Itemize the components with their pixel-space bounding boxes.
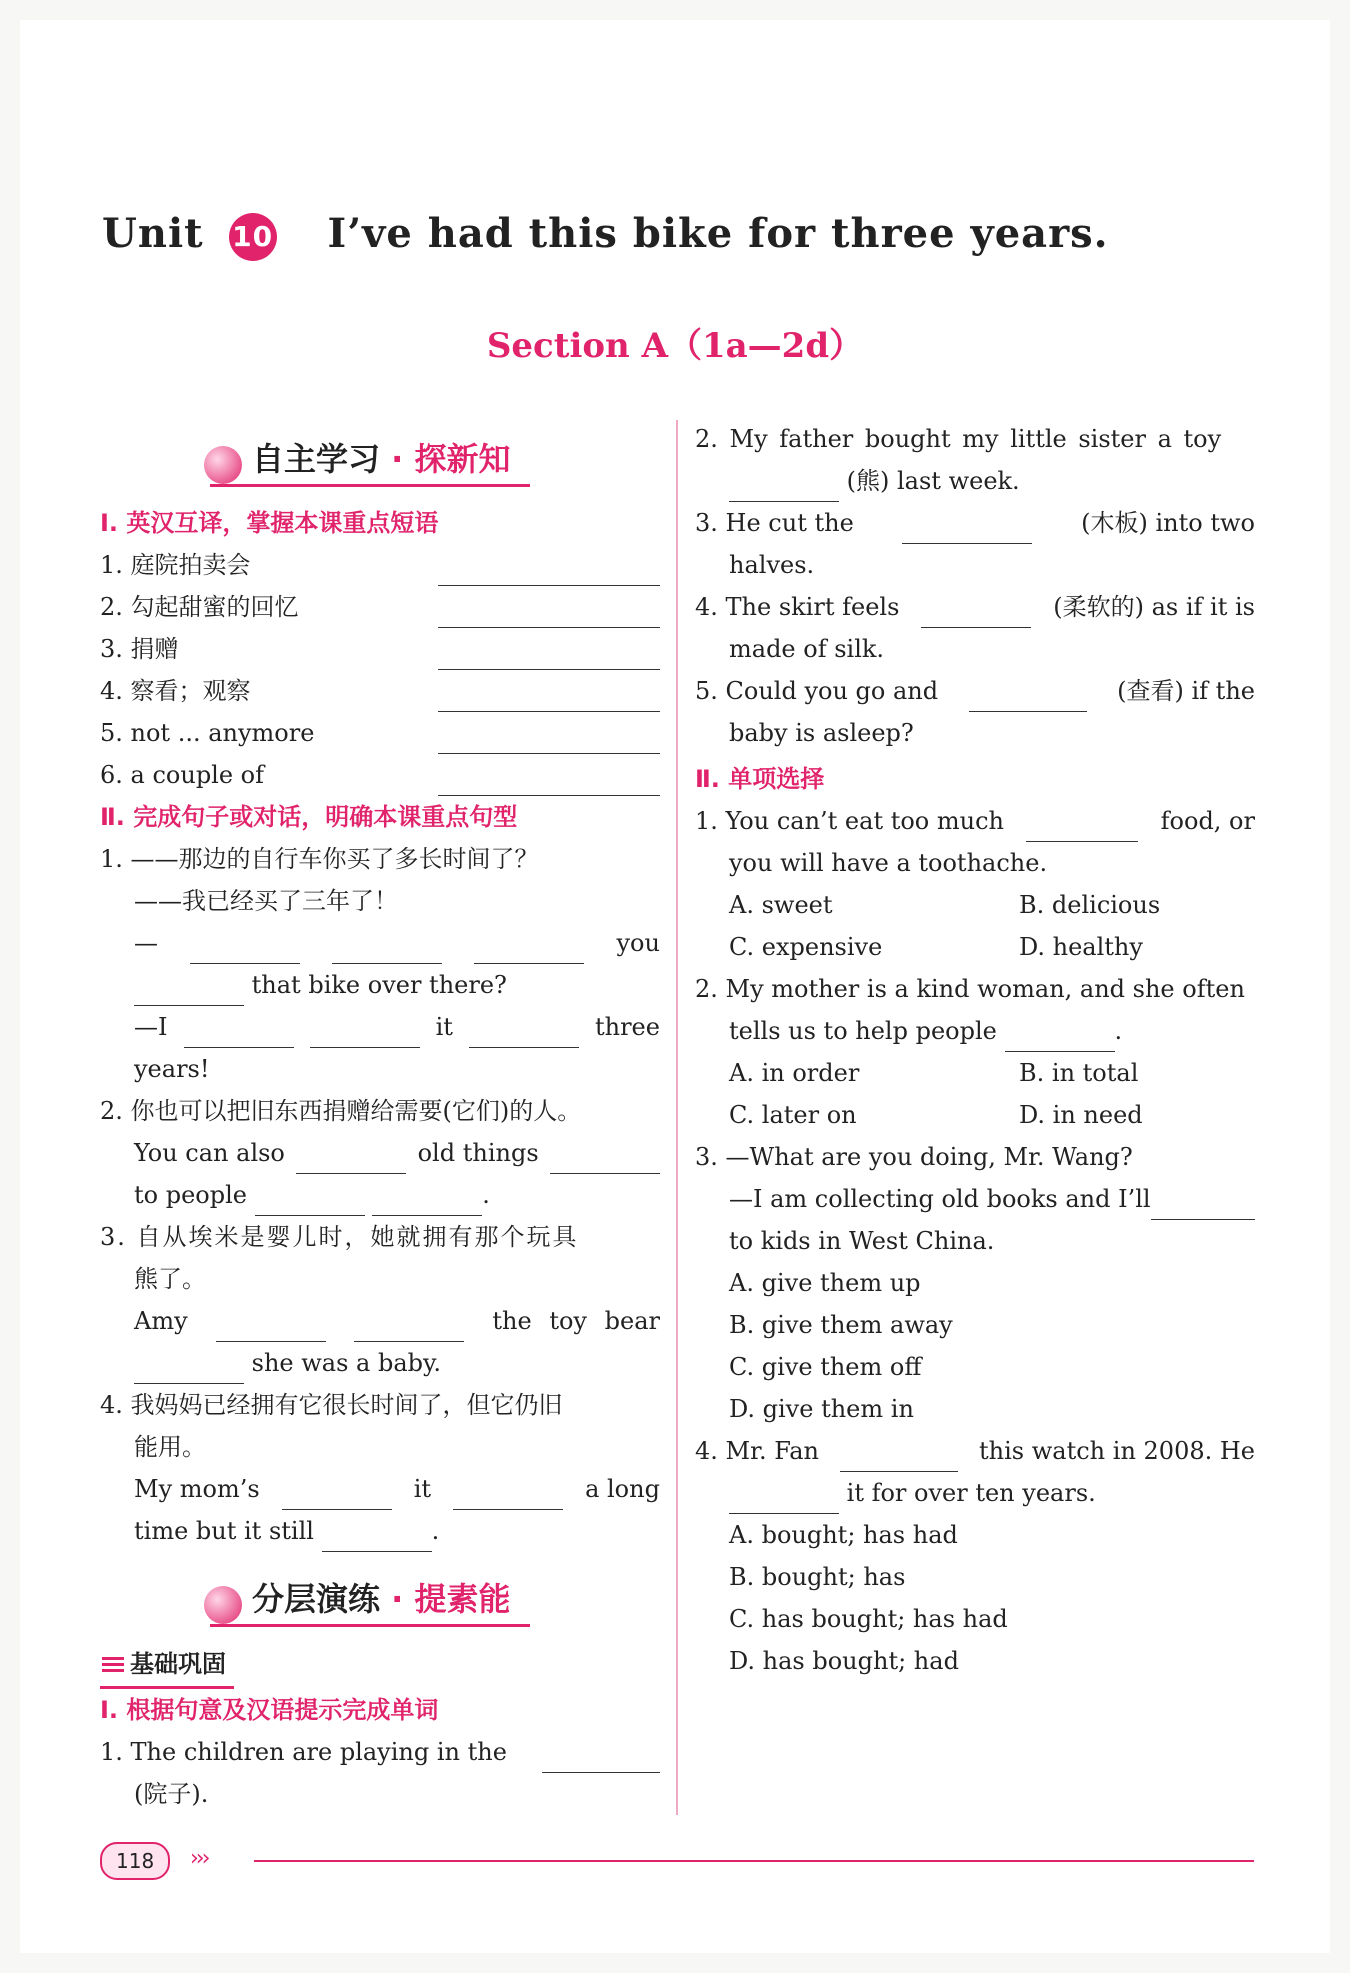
part3-title: Ⅰ. 根据句意及汉语提示完成单词 xyxy=(100,1696,439,1724)
answer-blank[interactable] xyxy=(190,935,300,964)
q1-zh2: ——我已经买了三年了！ xyxy=(134,887,398,915)
q1-en4: years! xyxy=(134,1055,210,1083)
f1-line2: (院子). xyxy=(134,1780,209,1808)
banner-black-text: 自主学习 xyxy=(252,440,381,478)
option[interactable]: D. give them in xyxy=(729,1395,914,1423)
banner-underline xyxy=(210,484,530,487)
q3-en2: she was a baby. xyxy=(100,1342,660,1384)
banner-dot: · xyxy=(391,1580,404,1618)
q2-en2: to people . xyxy=(100,1174,660,1216)
option[interactable]: B. delicious xyxy=(1019,891,1161,919)
answer-blank[interactable] xyxy=(438,557,660,586)
q3-en1: Amy the toy bear xyxy=(100,1300,660,1342)
books-icon xyxy=(102,1654,124,1672)
unit-number-badge: 10 xyxy=(229,213,277,261)
answer-blank[interactable] xyxy=(438,641,660,670)
q4-zh1: 4. 我妈妈已经拥有它很长时间了，但它仍旧 xyxy=(100,1391,563,1419)
m4-line1: 4. Mr. Fan this watch in 2008. He xyxy=(695,1430,1255,1472)
answer-blank[interactable] xyxy=(216,1313,326,1342)
m2-line1: 2. My mother is a kind woman, and she often xyxy=(695,975,1245,1003)
m4-line2: it for over ten years. xyxy=(695,1472,1255,1514)
answer-blank[interactable] xyxy=(1005,1023,1115,1052)
column-divider xyxy=(676,420,678,1815)
option[interactable]: A. in order xyxy=(729,1059,860,1087)
banner-dot: · xyxy=(391,440,404,478)
f2-line1: 2. My father bought my little sister a toy xyxy=(695,425,1222,453)
q4-en2: time but it still . xyxy=(100,1510,660,1552)
option[interactable]: A. bought; has had xyxy=(729,1521,958,1549)
f2-line2: (熊) last week. xyxy=(695,460,1255,502)
right-column xyxy=(695,418,1255,1682)
answer-blank[interactable] xyxy=(474,935,584,964)
q3-zh1: 3. 自从埃米是婴儿时，她就拥有那个玩具 xyxy=(100,1223,579,1251)
answer-blank[interactable] xyxy=(1151,1191,1255,1220)
banner-black-text: 分层演练 xyxy=(252,1580,381,1618)
footer-rule xyxy=(254,1860,1254,1862)
option[interactable]: A. give them up xyxy=(729,1269,921,1297)
m1-options-row2 xyxy=(695,926,1255,968)
answer-blank[interactable] xyxy=(902,515,1032,544)
answer-blank[interactable] xyxy=(282,1481,392,1510)
q1-en3: —I it three xyxy=(100,1006,660,1048)
m2-line2: tells us to help people . xyxy=(695,1010,1255,1052)
answer-blank[interactable] xyxy=(438,599,660,628)
answer-blank[interactable] xyxy=(354,1313,464,1342)
part1-title: Ⅰ. 英汉互译，掌握本课重点短语 xyxy=(100,509,439,537)
m2-options-row1 xyxy=(695,1052,1255,1094)
answer-blank[interactable] xyxy=(1026,813,1138,842)
q4-zh2: 能用。 xyxy=(134,1433,206,1461)
q3-zh2: 熊了。 xyxy=(134,1265,206,1293)
answer-blank[interactable] xyxy=(438,725,660,754)
answer-blank[interactable] xyxy=(729,473,839,502)
option[interactable]: D. has bought; had xyxy=(729,1647,959,1675)
part2-title: Ⅱ. 单项选择 xyxy=(695,765,825,793)
q1-en2: that bike over there? xyxy=(100,964,660,1006)
f5-line2: baby is asleep? xyxy=(729,719,914,747)
answer-blank[interactable] xyxy=(332,935,442,964)
part2-title: Ⅱ. 完成句子或对话，明确本课重点句型 xyxy=(100,803,518,831)
m3-line3: to kids in West China. xyxy=(729,1227,995,1255)
answer-blank[interactable] xyxy=(969,683,1087,712)
list-item: 5. not ... anymore xyxy=(100,712,660,754)
answer-blank[interactable] xyxy=(921,599,1031,628)
m3-line2: —I am collecting old books and I’ll xyxy=(695,1178,1255,1220)
q2-zh: 2. 你也可以把旧东西捐赠给需要(它们)的人。 xyxy=(100,1097,582,1125)
option[interactable]: C. give them off xyxy=(729,1353,922,1381)
answer-blank[interactable] xyxy=(372,1187,482,1216)
banner-self-study xyxy=(100,426,660,494)
m2-options-row2 xyxy=(695,1094,1255,1136)
q1-en1: — you xyxy=(100,922,660,964)
option[interactable]: C. has bought; has had xyxy=(729,1605,1008,1633)
m1-line2: you will have a toothache. xyxy=(729,849,1048,877)
answer-blank[interactable] xyxy=(255,1187,365,1216)
q1-zh1: 1. ——那边的自行车你买了多长时间了？ xyxy=(100,845,539,873)
answer-blank[interactable] xyxy=(542,1744,660,1773)
answer-blank[interactable] xyxy=(729,1485,839,1514)
answer-blank[interactable] xyxy=(134,977,244,1006)
unit-word: Unit xyxy=(102,210,204,257)
q4-en1: My mom’s it a long xyxy=(100,1468,660,1510)
option[interactable]: B. bought; has xyxy=(729,1563,906,1591)
option[interactable]: B. give them away xyxy=(729,1311,953,1339)
list-item: 4. 察看；观察 xyxy=(100,670,660,712)
answer-blank[interactable] xyxy=(134,1355,244,1384)
unit-heading: I’ve had this bike for three years. xyxy=(327,210,1109,257)
answer-blank[interactable] xyxy=(322,1523,432,1552)
f4-line1: 4. The skirt feels (柔软的) as if it is xyxy=(695,586,1255,628)
answer-blank[interactable] xyxy=(310,1019,420,1048)
option[interactable]: D. healthy xyxy=(1019,933,1143,961)
list-item: 2. 勾起甜蜜的回忆 xyxy=(100,586,660,628)
banner-underline xyxy=(210,1624,530,1627)
answer-blank[interactable] xyxy=(438,683,660,712)
jichu-heading: 基础巩固 xyxy=(100,1642,234,1689)
answer-blank[interactable] xyxy=(184,1019,294,1048)
left-column xyxy=(100,420,660,1815)
f3-line2: halves. xyxy=(729,551,815,579)
m3-line1: 3. —What are you doing, Mr. Wang? xyxy=(695,1143,1133,1171)
ball-icon xyxy=(204,1586,242,1624)
answer-blank[interactable] xyxy=(296,1145,406,1174)
page-number: 118 xyxy=(100,1842,170,1880)
unit-title xyxy=(102,210,1109,261)
answer-blank[interactable] xyxy=(550,1145,660,1174)
f4-line2: made of silk. xyxy=(729,635,885,663)
answer-blank[interactable] xyxy=(438,767,660,796)
option[interactable]: C. expensive xyxy=(729,933,883,961)
list-item: 1. 庭院拍卖会 xyxy=(100,544,660,586)
answer-blank[interactable] xyxy=(469,1019,579,1048)
list-item: 6. a couple of xyxy=(100,754,660,796)
option[interactable]: A. sweet xyxy=(729,891,833,919)
answer-blank[interactable] xyxy=(840,1443,958,1472)
option[interactable]: C. later on xyxy=(729,1101,857,1129)
banner-practice xyxy=(100,1566,660,1634)
q2-en1: You can also old things xyxy=(100,1132,660,1174)
banner-pink-text: 探新知 xyxy=(414,440,511,478)
list-item: 3. 捐赠 xyxy=(100,628,660,670)
f3-line1: 3. He cut the (木板) into two xyxy=(695,502,1255,544)
ball-icon xyxy=(204,446,242,484)
option[interactable]: D. in need xyxy=(1019,1101,1143,1129)
answer-blank[interactable] xyxy=(453,1481,563,1510)
f1-line1: 1. The children are playing in the xyxy=(100,1731,660,1773)
f5-line1: 5. Could you go and (查看) if the xyxy=(695,670,1255,712)
m1-line1: 1. You can’t eat too much food, or xyxy=(695,800,1255,842)
arrows-icon: ››› xyxy=(190,1846,208,1871)
m1-options-row1 xyxy=(695,884,1255,926)
banner-pink-text: 提素能 xyxy=(414,1580,511,1618)
section-title: Section A（1a—2d） xyxy=(486,326,864,366)
option[interactable]: B. in total xyxy=(1019,1059,1139,1087)
